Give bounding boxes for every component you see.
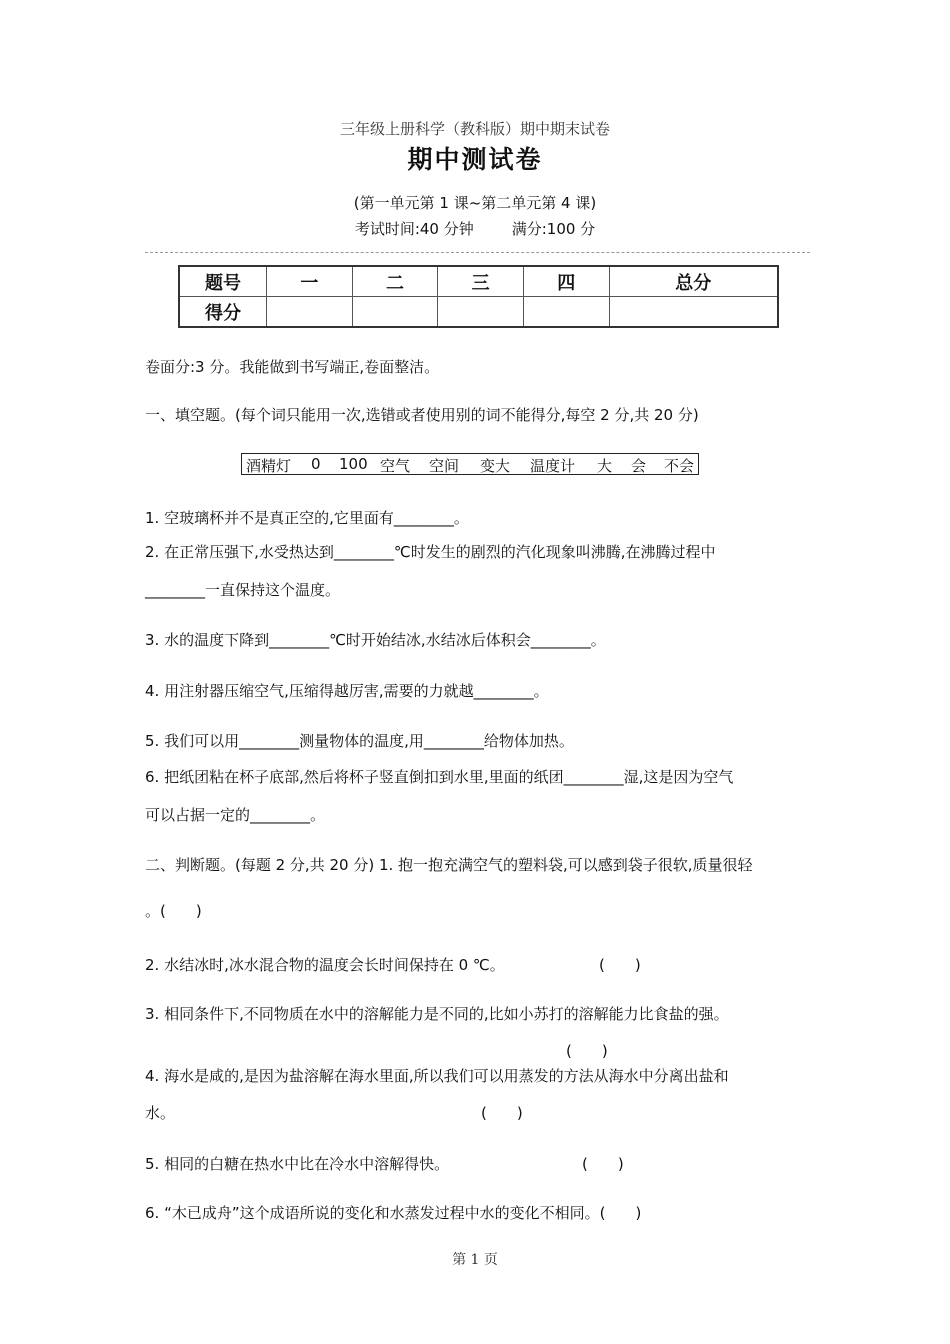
page-title: 期中测试卷 bbox=[407, 145, 543, 174]
score-table-header-row bbox=[179, 266, 778, 297]
word-bank-item: 不会 bbox=[664, 457, 695, 475]
fill-question-6: 6. 把纸团粘在杯子底部,然后将杯子竖直倒扣到水里,里面的纸团________湿,这是因为空气 bbox=[145, 768, 734, 786]
score-table-score-row bbox=[179, 297, 778, 328]
header-subtitle: 三年级上册科学（教科版）期中期末试卷 bbox=[339, 120, 610, 138]
judge-question-5: 5. 相同的白糖在热水中比在冷水中溶解得快。 bbox=[145, 1155, 450, 1173]
word-bank-item: 0 bbox=[311, 455, 321, 473]
word-bank-item: 大 bbox=[597, 457, 613, 475]
score-table-col-total: 总分 bbox=[609, 266, 778, 297]
fill-question-3: 3. 水的温度下降到________℃时开始结冰,水结冰后体积会________。 bbox=[145, 631, 606, 649]
fill-question-2: 2. 在正常压强下,水受热达到________℃时发生的剧烈的汽化现象叫沸腾,在沸腾过程中 bbox=[145, 543, 716, 561]
score-table-label-question: 题号 bbox=[179, 266, 267, 297]
word-bank-item: 温度计 bbox=[530, 457, 576, 475]
judge-question-4: 4. 海水是咸的,是因为盐溶解在海水里面,所以我们可以用蒸发的方法从海水中分离出盐和 bbox=[145, 1067, 729, 1085]
word-bank-item: 空气 bbox=[380, 457, 411, 475]
word-bank-item: 酒精灯 bbox=[246, 457, 292, 475]
neatness-note: 卷面分:3 分。我能做到书写端正,卷面整洁。 bbox=[145, 358, 440, 376]
judge-answer-3[interactable]: ( ) bbox=[566, 1042, 608, 1060]
score-table-col-2: 二 bbox=[352, 266, 438, 297]
score-cell-total[interactable] bbox=[609, 297, 778, 328]
score-table bbox=[178, 265, 779, 328]
judge-answer-5[interactable]: ( ) bbox=[582, 1155, 624, 1173]
score-table-col-1: 一 bbox=[267, 266, 353, 297]
judge-question-6: 6. “木已成舟”这个成语所说的变化和水蒸发过程中水的变化不相同。( ) bbox=[145, 1204, 642, 1222]
fill-question-2-cont: ________一直保持这个温度。 bbox=[145, 581, 341, 599]
word-bank-item: 会 bbox=[631, 457, 647, 475]
word-bank bbox=[241, 453, 699, 475]
exam-full-score: 满分:100 分 bbox=[511, 220, 596, 238]
score-table-col-4: 四 bbox=[523, 266, 609, 297]
fill-question-4: 4. 用注射器压缩空气,压缩得越厉害,需要的力就越________。 bbox=[145, 682, 549, 700]
score-cell-2[interactable] bbox=[352, 297, 438, 328]
fill-question-5: 5. 我们可以用________测量物体的温度,用________给物体加热。 bbox=[145, 732, 574, 750]
exam-scope: (第一单元第 1 课~第二单元第 4 课) bbox=[353, 194, 597, 212]
exam-time: 考试时间:40 分钟 bbox=[354, 220, 474, 238]
page-number: 第 1 页 bbox=[452, 1252, 498, 1268]
word-bank-item: 100 bbox=[339, 455, 368, 473]
score-table-label-score: 得分 bbox=[179, 297, 267, 328]
judge-question-4-cont: 水。 bbox=[145, 1104, 176, 1122]
score-cell-1[interactable] bbox=[267, 297, 353, 328]
section1-heading: 一、填空题。(每个词只能用一次,选错或者使用别的词不能得分,每空 2 分,共 20 分) bbox=[145, 406, 699, 424]
word-bank-item: 变大 bbox=[480, 457, 511, 475]
header-divider bbox=[145, 252, 810, 253]
score-cell-4[interactable] bbox=[523, 297, 609, 328]
judge-answer-2[interactable]: ( ) bbox=[599, 956, 641, 974]
section2-heading: 二、判断题。(每题 2 分,共 20 分) 1. 抱一抱充满空气的塑料袋,可以感到袋子很软,质量很轻 bbox=[145, 856, 753, 874]
fill-question-6-cont: 可以占据一定的________。 bbox=[145, 806, 326, 824]
judge-question-2: 2. 水结冰时,冰水混合物的温度会长时间保持在 0 ℃。 bbox=[145, 956, 505, 974]
judge-question-1-answer: 。( ) bbox=[145, 902, 202, 920]
score-table-col-3: 三 bbox=[438, 266, 524, 297]
fill-question-1: 1. 空玻璃杯并不是真正空的,它里面有________。 bbox=[145, 509, 469, 527]
score-cell-3[interactable] bbox=[438, 297, 524, 328]
word-bank-item: 空间 bbox=[429, 457, 460, 475]
judge-question-3: 3. 相同条件下,不同物质在水中的溶解能力是不同的,比如小苏打的溶解能力比食盐的强。 bbox=[145, 1005, 729, 1023]
exam-info bbox=[0, 218, 950, 239]
judge-answer-4[interactable]: ( ) bbox=[481, 1104, 523, 1122]
